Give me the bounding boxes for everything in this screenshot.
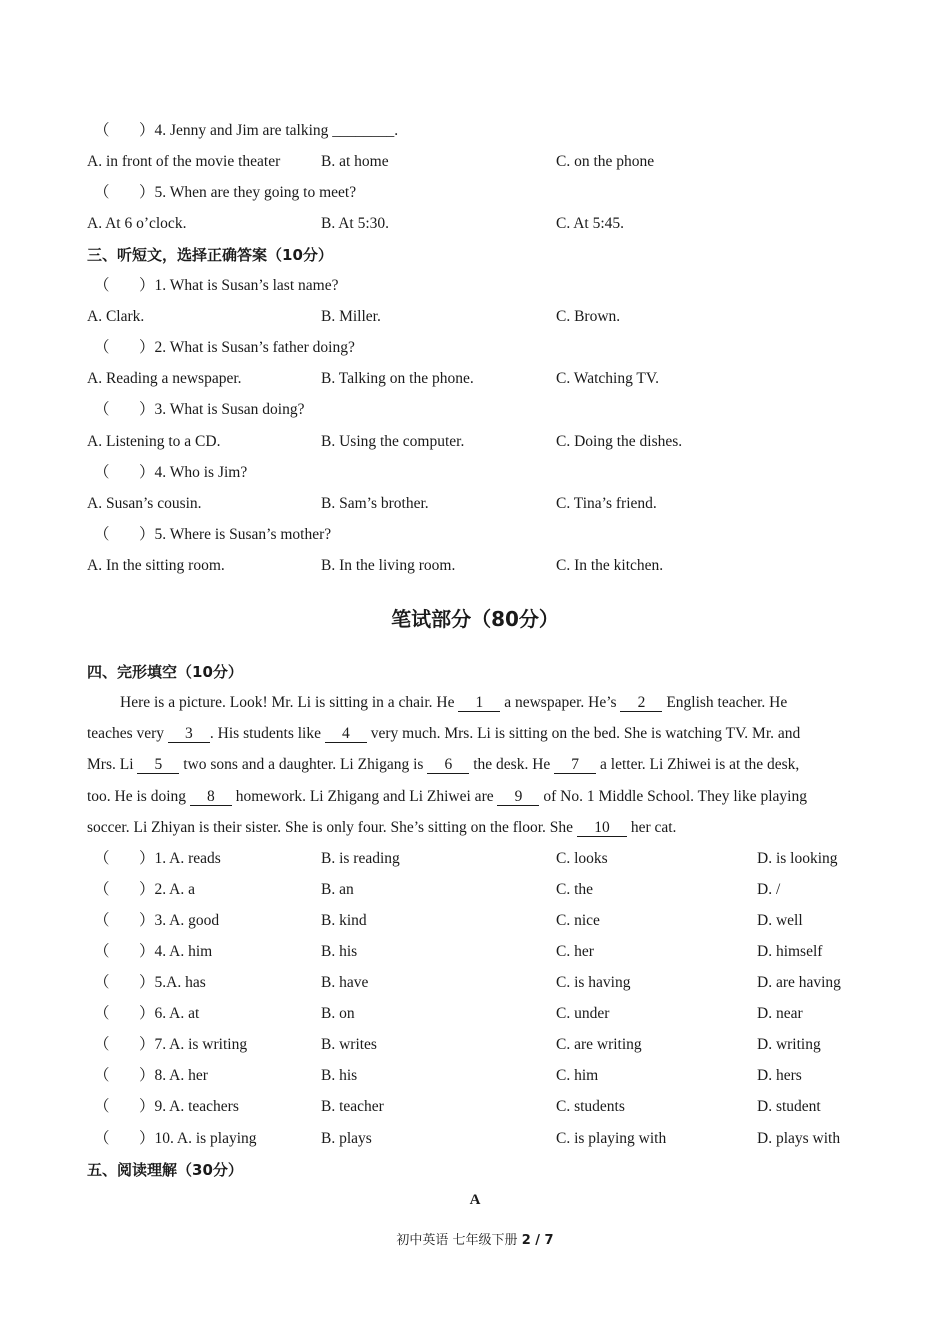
passage-text: a letter. Li Zhiwei is at the desk, — [596, 756, 800, 773]
option-d: D. / — [757, 881, 781, 898]
passage-line — [87, 787, 865, 807]
option-d: D. well — [757, 912, 803, 929]
option-c: C. nice — [556, 912, 600, 929]
passage-line — [87, 818, 865, 838]
option-a: A. in front of the movie theater — [87, 153, 281, 170]
section-4-title: 四、完形填空（10分） — [87, 663, 243, 681]
passage-line — [87, 693, 865, 713]
option-c: C. Watching TV. — [556, 370, 659, 387]
option-b: B. on — [321, 1005, 355, 1022]
passage-text: of No. 1 Middle School. They like playing — [539, 788, 807, 805]
option-d: D. is looking — [757, 850, 838, 867]
blank-1: 1 — [458, 694, 500, 712]
option-b: B. writes — [321, 1036, 377, 1053]
option-b: B. kind — [321, 912, 367, 929]
passage-text: teaches very — [87, 725, 168, 742]
answer-paren: （ — [94, 912, 110, 929]
footer-course: 初中英语 七年级下册 — [396, 1233, 522, 1248]
option-a: A. At 6 o’clock. — [87, 215, 187, 232]
answer-paren: （ — [94, 1130, 110, 1147]
option-c: C. is playing with — [556, 1130, 667, 1147]
answer-paren: （ — [94, 464, 110, 481]
option-d: D. student — [757, 1098, 821, 1115]
passage-line — [87, 755, 865, 775]
answer-paren: （ — [94, 1098, 110, 1115]
option-a: A. Listening to a CD. — [87, 433, 221, 450]
answer-paren: （ — [94, 1067, 110, 1084]
passage-text: Mrs. Li — [87, 756, 138, 773]
question-text: ）2. What is Susan’s father doing? — [139, 339, 355, 356]
passage-text: her cat. — [626, 819, 677, 836]
passage-text: Here is a picture. Look! Mr. Li is sitting in a chair. He — [120, 694, 459, 711]
option-a: A. Clark. — [87, 308, 145, 325]
blank-6: 6 — [427, 756, 469, 774]
passage-text: homework. Li Zhigang and Li Zhiwei are — [231, 788, 498, 805]
passage-text: a newspaper. He’s — [500, 694, 621, 711]
page-footer — [0, 1229, 950, 1248]
answer-paren: （ — [94, 122, 110, 139]
passage-text: . His students like — [209, 725, 325, 742]
passage-text: two sons and a daughter. Li Zhigang is — [179, 756, 428, 773]
option-a: ）3. A. good — [139, 912, 220, 929]
option-a: A. Susan’s cousin. — [87, 495, 202, 512]
question-text: ）3. What is Susan doing? — [139, 401, 305, 418]
option-c: C. looks — [556, 850, 608, 867]
question-text: ）1. What is Susan’s last name? — [139, 277, 339, 294]
option-b: B. plays — [321, 1130, 372, 1147]
option-a: ）6. A. at — [139, 1005, 200, 1022]
option-a: ）7. A. is writing — [139, 1036, 248, 1053]
question-text: ）4. Jenny and Jim are talking ________. — [139, 122, 399, 139]
blank-8: 8 — [190, 788, 232, 806]
answer-paren: （ — [94, 974, 110, 991]
option-b: B. is reading — [321, 850, 400, 867]
option-b: B. Using the computer. — [321, 433, 465, 450]
option-d: D. hers — [757, 1067, 802, 1084]
question-text: ）5. When are they going to meet? — [139, 184, 357, 201]
written-part-title: 笔试部分（80分） — [391, 607, 559, 631]
option-d: D. writing — [757, 1036, 821, 1053]
section-3-title: 三、听短文，选择正确答案（10分） — [87, 246, 333, 264]
option-c: C. him — [556, 1067, 599, 1084]
option-b: B. his — [321, 943, 358, 960]
option-a: A. Reading a newspaper. — [87, 370, 242, 387]
option-c: C. the — [556, 881, 594, 898]
option-a: ）9. A. teachers — [139, 1098, 239, 1115]
option-a: ）10. A. is playing — [139, 1130, 257, 1147]
blank-3: 3 — [168, 725, 210, 743]
passage-label: A — [469, 1192, 481, 1208]
answer-paren: （ — [94, 401, 110, 418]
option-a: ）2. A. a — [139, 881, 195, 898]
option-c: C. under — [556, 1005, 610, 1022]
passage-text: the desk. He — [469, 756, 555, 773]
option-c: C. students — [556, 1098, 625, 1115]
option-c: C. At 5:45. — [556, 215, 625, 232]
blank-9: 9 — [497, 788, 539, 806]
option-c: C. Tina’s friend. — [556, 495, 657, 512]
answer-paren: （ — [94, 184, 110, 201]
option-b: B. Sam’s brother. — [321, 495, 429, 512]
blank-10: 10 — [577, 819, 627, 837]
option-b: B. have — [321, 974, 369, 991]
answer-paren: （ — [94, 943, 110, 960]
option-d: D. near — [757, 1005, 803, 1022]
option-b: B. Talking on the phone. — [321, 370, 474, 387]
option-d: D. plays with — [757, 1130, 841, 1147]
answer-paren: （ — [94, 881, 110, 898]
option-b: B. at home — [321, 153, 389, 170]
option-a: ）8. A. her — [139, 1067, 208, 1084]
passage-line — [87, 724, 865, 744]
option-b: B. his — [321, 1067, 358, 1084]
option-c: C. is having — [556, 974, 631, 991]
answer-paren: （ — [94, 1005, 110, 1022]
option-a: ）5.A. has — [139, 974, 206, 991]
passage-text: very much. Mrs. Li is sitting on the bed. She is watching TV. Mr. and — [366, 725, 801, 742]
option-c: C. are writing — [556, 1036, 642, 1053]
option-a: ）1. A. reads — [139, 850, 221, 867]
passage-text: too. He is doing — [87, 788, 190, 805]
passage-text: English teacher. He — [662, 694, 788, 711]
option-b: B. teacher — [321, 1098, 384, 1115]
section-5-title: 五、阅读理解（30分） — [87, 1161, 243, 1179]
blank-4: 4 — [325, 725, 367, 743]
answer-paren: （ — [94, 339, 110, 356]
page-number: 2 / 7 — [521, 1233, 554, 1248]
passage-text: soccer. Li Zhiyan is their sister. She is only four. She’s sitting on the floor. She — [87, 819, 577, 836]
option-a: ）4. A. him — [139, 943, 213, 960]
option-d: D. are having — [757, 974, 841, 991]
question-text: ）5. Where is Susan’s mother? — [139, 526, 332, 543]
answer-paren: （ — [94, 526, 110, 543]
answer-paren: （ — [94, 1036, 110, 1053]
blank-7: 7 — [554, 756, 596, 774]
option-b: B. an — [321, 881, 354, 898]
question-text: ）4. Who is Jim? — [139, 464, 248, 481]
option-d: D. himself — [757, 943, 823, 960]
option-b: B. In the living room. — [321, 557, 456, 574]
option-c: C. Brown. — [556, 308, 621, 325]
option-a: A. In the sitting room. — [87, 557, 225, 574]
blank-2: 2 — [620, 694, 662, 712]
option-c: C. Doing the dishes. — [556, 433, 683, 450]
blank-5: 5 — [137, 756, 179, 774]
option-c: C. her — [556, 943, 594, 960]
answer-paren: （ — [94, 850, 110, 867]
option-c: C. on the phone — [556, 153, 655, 170]
option-b: B. At 5:30. — [321, 215, 390, 232]
answer-paren: （ — [94, 277, 110, 294]
option-c: C. In the kitchen. — [556, 557, 664, 574]
option-b: B. Miller. — [321, 308, 381, 325]
